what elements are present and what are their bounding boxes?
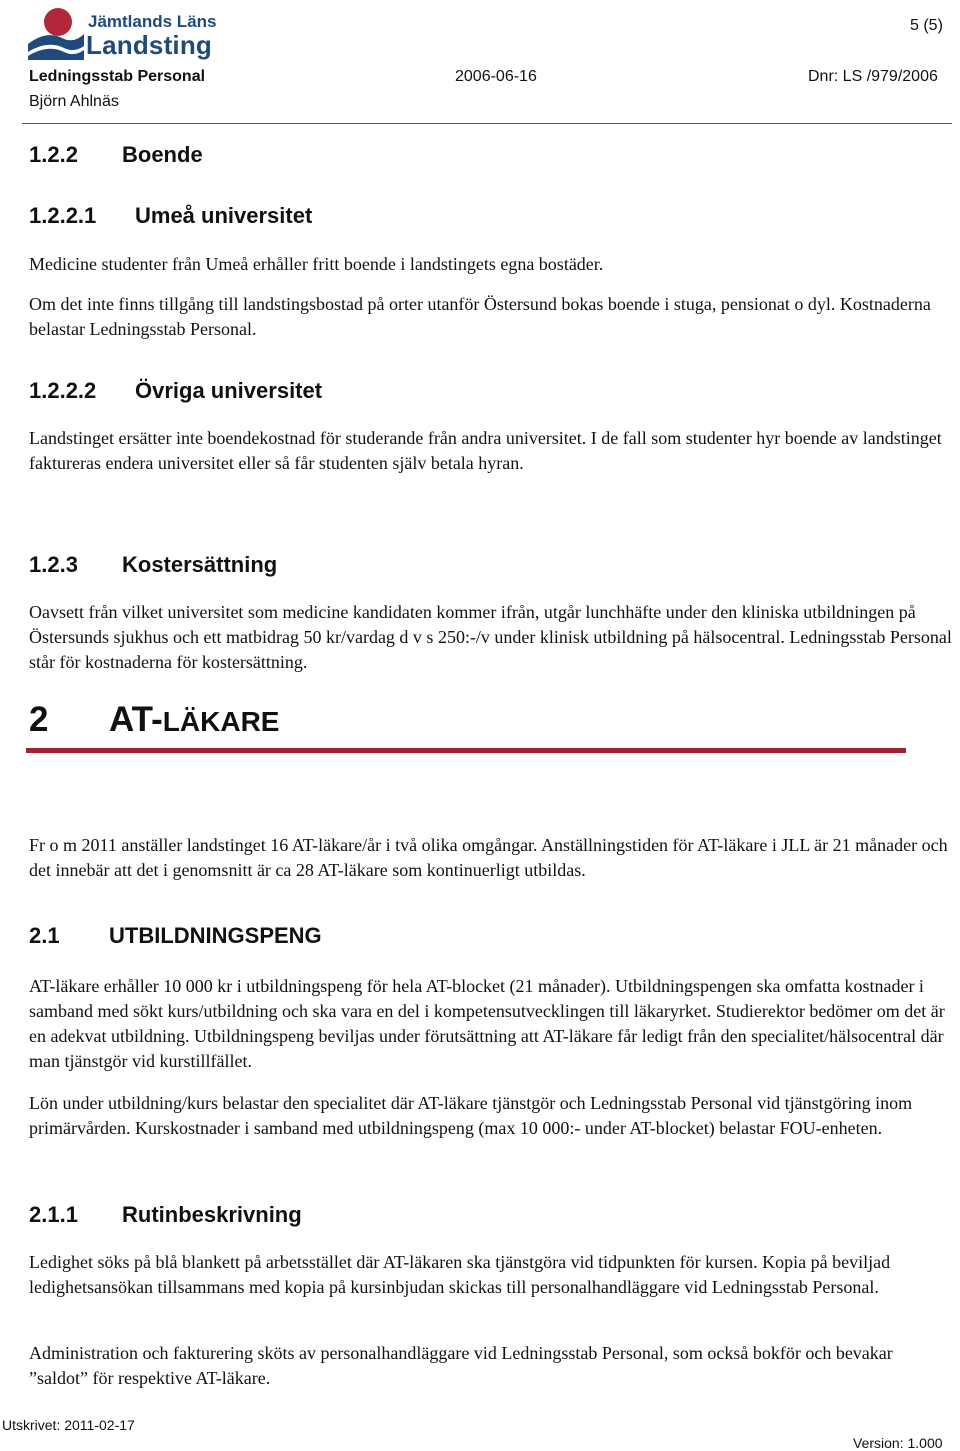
heading-title: Rutinbeskrivning: [122, 1202, 302, 1227]
heading-2: [29, 700, 279, 740]
footer-printed-date: Utskrivet: 2011-02-17: [2, 1417, 135, 1433]
heading-2-1: [29, 923, 322, 949]
page-number: 5 (5): [910, 17, 943, 34]
heading-1-2-2-2: [29, 378, 322, 404]
document-date: 2006-06-16: [455, 68, 537, 85]
paragraph-utbildningspeng-1: AT-läkare erhåller 10 000 kr i utbildningspeng för hela AT-blocket (21 månader). Utbildningspengen ska omfatta kostnader i samband med sökt kurs/utbildning och ska vara en del i kompetensutvecklingen till läkaryrket. Studierektor bedömer om det är en adekvat utbildning. Utbildningspeng beviljas under förutsättning att AT-läkare får ledigt från den specialitet/hälsocentral där man tjänstgör vid kurstillfället.: [29, 976, 945, 1071]
heading-title-suffix: LÄKARE: [162, 706, 280, 737]
heading-2-1-1: [29, 1202, 302, 1228]
heading-number: 1.2.3: [29, 552, 78, 577]
document-author: Björn Ahlnäs: [29, 93, 119, 110]
heading-title: UTBILDNINGSPENG: [109, 923, 322, 948]
paragraph-rutin-2: Administration och fakturering sköts av personalhandläggare vid Ledningsstab Personal, som också bokför och bevakar ”saldot” för respektive AT-läkare.: [29, 1343, 893, 1388]
heading-accent-bar: [26, 748, 906, 753]
heading-title: Boende: [122, 142, 203, 167]
paragraph-at-lakare-1: Fr o m 2011 anställer landstinget 16 AT-läkare/år i två olika omgångar. Anställningstiden för AT-läkare i JLL är 21 månader och det innebär att det i genomsnitt är ca 28 AT-läkare som kontinuerligt utbildas.: [29, 835, 948, 880]
paragraph-ovriga-1: Landstinget ersätter inte boendekostnad för studerande från andra universitet. I de fall som studenter hyr boende av landstinget faktureras endera universitet eller så får studenten själv betala hyran.: [29, 428, 942, 473]
heading-1-2-2: [29, 142, 203, 168]
heading-1-2-2-1: [29, 203, 312, 229]
heading-number: 1.2.2.1: [29, 203, 97, 228]
heading-number: 2.1: [29, 923, 60, 948]
heading-number: 2.1.1: [29, 1202, 78, 1227]
heading-number: 1.2.2: [29, 142, 78, 167]
document-reference: Dnr: LS /979/2006: [808, 68, 938, 85]
paragraph-kostersattning-1: Oavsett från vilket universitet som medicine kandidaten kommer ifrån, utgår lunchhäfte under den kliniska utbildningen på Östersunds sjukhus och ett matbidrag 50 kr/vardag d v s 250:-/v under klinisk utbildning på hälsocentral. Ledningsstab Personal står för kostnaderna för kostersättning.: [29, 602, 952, 672]
header-divider: [22, 123, 952, 124]
paragraph-utbildningspeng-2: Lön under utbildning/kurs belastar den specialitet där AT-läkare tjänstgör och Ledningsstab Personal vid tjänstgöring inom primärvården. Kurskostnader i samband med utbildningspeng (max 10 000:- under AT-blocket) belastar FOU-enheten.: [29, 1093, 913, 1138]
logo-text-line1: Jämtlands Läns: [88, 12, 217, 31]
paragraph-rutin-1: Ledighet söks på blå blankett på arbetsstället där AT-läkaren ska tjänstgöra vid tidpunkten för kursen. Kopia på beviljad ledighetsansökan tillsammans med kopia på kursinbjudan skickas till personalhandläggare vid Ledningsstab Personal.: [29, 1252, 891, 1297]
footer-version: Version: 1.000: [853, 1435, 943, 1451]
department-name: Ledningsstab Personal: [29, 68, 206, 85]
logo-text-line2: Landsting: [86, 30, 213, 60]
heading-title: Kostersättning: [122, 552, 278, 577]
heading-number: 1.2.2.2: [29, 378, 97, 403]
heading-title-prefix: AT-: [109, 700, 163, 739]
heading-title: Umeå universitet: [135, 203, 313, 228]
paragraph-umea-1: Medicine studenter från Umeå erhåller fritt boende i landstingets egna bostäder.: [29, 254, 604, 274]
logo-emblem-icon: [28, 4, 86, 60]
heading-title: Övriga universitet: [135, 378, 323, 403]
heading-1-2-3: [29, 552, 277, 578]
logo: [28, 4, 218, 60]
heading-number: 2: [29, 700, 49, 739]
paragraph-umea-2: Om det inte finns tillgång till landstingsbostad på orter utanför Östersund bokas boende i stuga, pensionat o dyl. Kostnaderna belastar Ledningsstab Personal.: [29, 294, 931, 339]
